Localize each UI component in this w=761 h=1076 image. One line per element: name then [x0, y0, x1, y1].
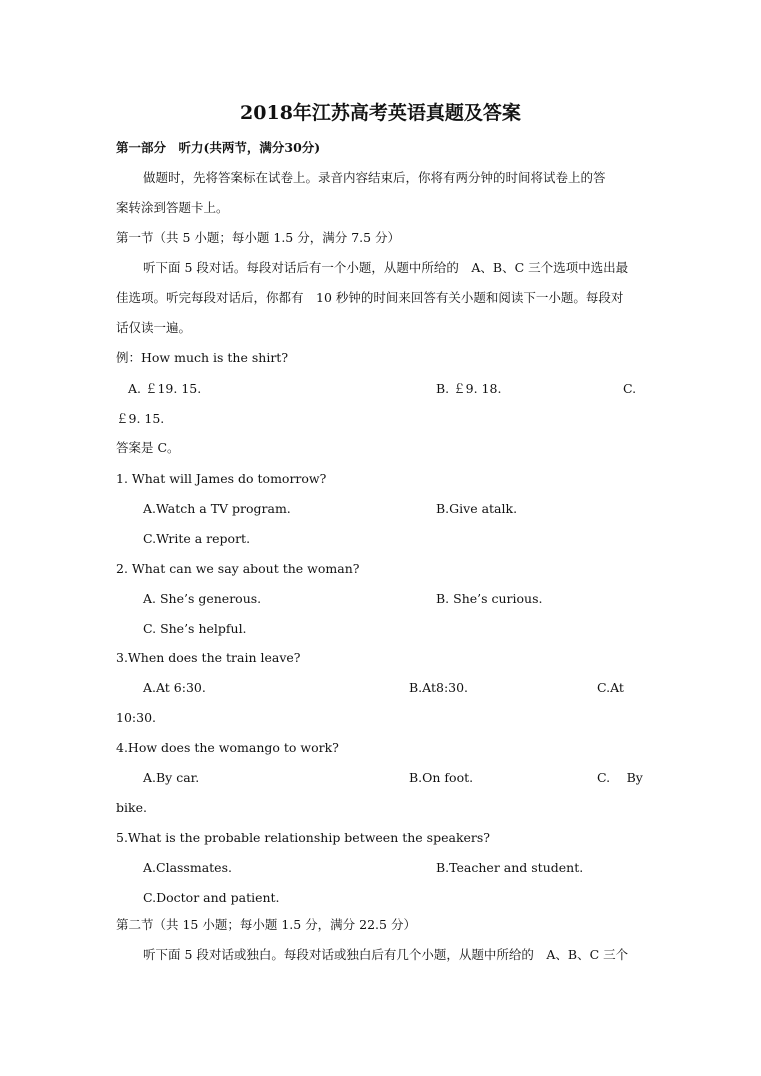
question-5-option-b: B.Teacher and student. [436, 860, 584, 875]
example-option-b: B. ￡9. 18. [436, 381, 502, 396]
question-4-option-c: C. By [597, 770, 643, 785]
question-3: 3.When does the train leave? [116, 650, 301, 665]
section2-heading: 第二节（共 15 小题；每小题 1.5 分，满分 22.5 分） [116, 917, 416, 932]
question-2-option-c: C. She’s helpful. [143, 621, 247, 636]
question-2: 2. What can we say about the woman? [116, 561, 360, 576]
example-option-c-cont: ￡9. 15. [116, 411, 165, 426]
question-5-option-c: C.Doctor and patient. [143, 890, 280, 905]
question-3-option-c-cont: 10:30. [116, 710, 156, 725]
section2-line-1: 听下面 5 段对话或独白。每段对话或独白后有几个小题，从题中所给的 A、B、C 三个 [143, 947, 629, 962]
question-5-option-a: A.Classmates. [143, 860, 232, 875]
question-4-option-a: A.By car. [143, 770, 200, 785]
question-3-option-a: A.At 6:30. [143, 680, 206, 695]
question-1-option-a: A.Watch a TV program. [143, 501, 291, 516]
section1-line-1: 听下面 5 段对话。每段对话后有一个小题，从题中所给的 A、B、C 三个选项中选出最 [143, 260, 629, 275]
question-1-option-c: C.Write a report. [143, 531, 251, 546]
question-3-option-b: B.At8:30. [409, 680, 469, 695]
section1-heading: 第一节（共 5 小题；每小题 1.5 分，满分 7.5 分） [116, 230, 401, 245]
question-2-option-a: A. She’s generous. [143, 591, 262, 606]
example-answer: 答案是 C。 [116, 440, 180, 455]
document-title: 2018年江苏高考英语真题及答案 [240, 102, 521, 124]
section1-line-3: 话仅读一遍。 [116, 320, 192, 335]
part1-heading: 第一部分 听力(共两节，满分30分) [116, 140, 321, 155]
question-4-option-c-cont: bike. [116, 800, 147, 815]
question-4-option-b: B.On foot. [409, 770, 474, 785]
question-1: 1. What will James do tomorrow? [116, 471, 327, 486]
instructions-line-1: 做题时，先将答案标在试卷上。录音内容结束后，你将有两分钟的时间将试卷上的答 [143, 170, 606, 185]
example-option-a: A. ￡19. 15. [128, 381, 202, 396]
question-5: 5.What is the probable relationship between the speakers? [116, 830, 491, 845]
question-4: 4.How does the womango to work? [116, 740, 339, 755]
example-option-c: C. [623, 381, 637, 396]
question-2-option-b: B. She’s curious. [436, 591, 543, 606]
question-3-option-c: C.At [597, 680, 624, 695]
example-question: 例：How much is the shirt? [116, 350, 289, 365]
instructions-line-2: 案转涂到答题卡上。 [116, 200, 229, 215]
question-1-option-b: B.Give atalk. [436, 501, 518, 516]
section1-line-2: 佳选项。听完每段对话后，你都有 10 秒钟的时间来回答有关小题和阅读下一小题。每段对 [116, 290, 624, 305]
